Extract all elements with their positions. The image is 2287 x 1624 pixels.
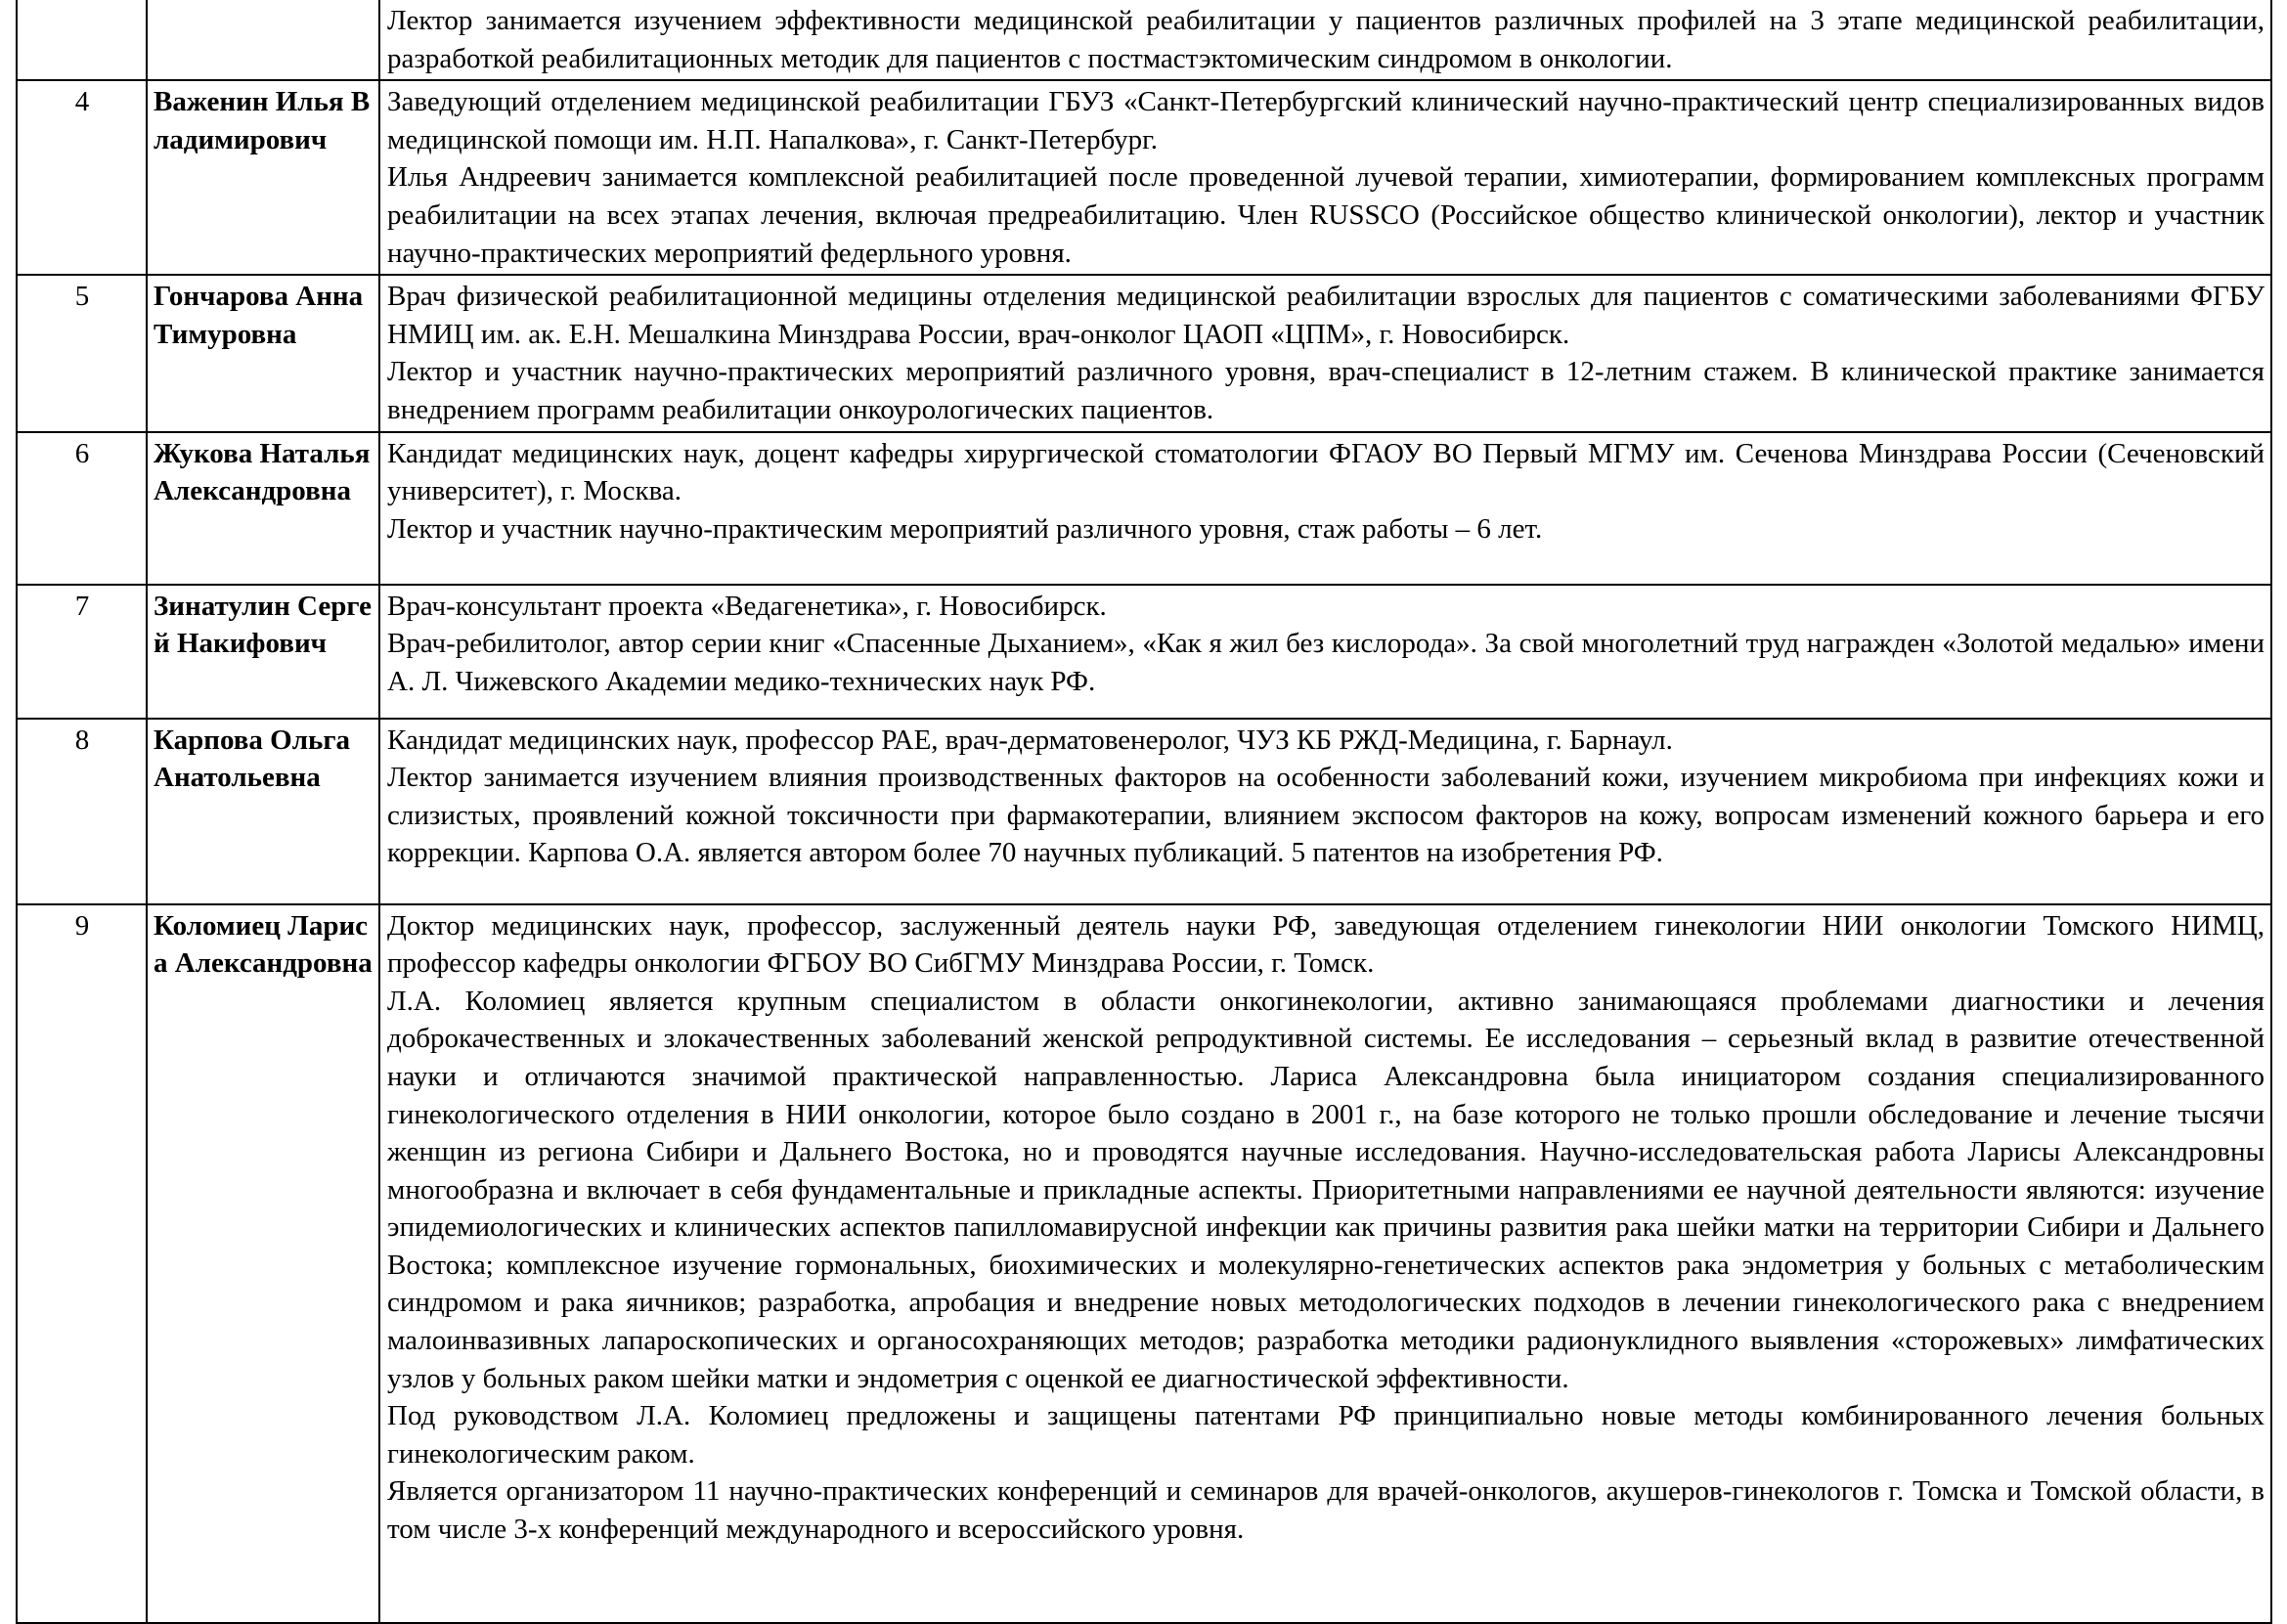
row-number: 4: [17, 80, 147, 275]
row-number: [17, 0, 147, 80]
description-paragraph: Кандидат медицинских наук, профессор РАЕ, врач-дерматовенеролог, ЧУЗ КБ РЖД-Медицина, г. Барнаул.: [387, 724, 1673, 756]
description-paragraph: Лектор и участник научно-практическим мероприятий различного уровня, стаж работы – 6 лет.: [387, 512, 1543, 545]
lecturer-name: Важенин Илья Владимирович: [147, 80, 379, 275]
description-paragraph: Доктор медицинских наук, профессор, заслуженный деятель науки РФ, заведующая отделением гинекологии НИИ онкологии Томского НИМЦ, профессор кафедры онкологии ФГБОУ ВО СибГМУ Минздрава России, г. Томск.: [387, 909, 2265, 980]
lecturer-name: [147, 0, 379, 80]
lecturer-name: Жукова Наталья Александровна: [147, 432, 379, 585]
lecturer-name: Карпова Ольга Анатольевна: [147, 719, 379, 904]
description-paragraph: Лектор занимается изучением влияния производственных факторов на особенности заболеваний кожи, изучением микробиома при инфекциях кожи и слизистых, проявлений кожной токсичности при фармакотерапии, влиянием экспосом факторов на кожу, вопросам изменений кожного барьера и его коррекции. Карпова О.А. является автором более 70 научных публикаций. 5 патентов на изобретения РФ.: [387, 762, 2265, 869]
table-row: [17, 432, 2271, 585]
lecturer-name: Коломиец Лариса Александровна: [147, 904, 379, 1623]
description-paragraph: Л.А. Коломиец является крупным специалистом в области онкогинекологии, активно занимающаяся проблемами диагностики и лечения доброкачественных и злокачественных заболеваний женской репродуктивной системы. Ее исследования – серьезный вклад в развитие отечественной науки и отличаются значимой практической направленностью. Лариса Александровна была инициатором создания специализированного гинекологического отделения в НИИ онкологии, которое было создано в 2001 г., на базе которого не только прошли обследование и лечение тысячи женщин из региона Сибири и Дальнего Востока, но и проводятся научные исследования. Научно-исследовательская работа Ларисы Александровны многообразна и включает в себя фундаментальные и прикладные аспекты. Приоритетными направлениями ее научной деятельности являются: изучение эпидемиологических и клинических аспектов папилломавирусной инфекции как причины развития рака шейки матки на территории Сибири и Дальнего Востока; комплексное изучение гормональных, биохимических и молекулярно-генетических аспектов рака эндометрия у больных с метаболическим синдромом и рака яичников; разработка, апробация и внедрение новых методологических подходов в лечении гинекологического рака с внедрением малоинвазивных лапароскопических и органосохраняющих методов; разработка методики радионуклидного выявления «сторожевых» лимфатических узлов у больных раком шейки матки и эндометрия с оценкой ее диагностической эффективности.: [387, 985, 2265, 1394]
row-number: 7: [17, 585, 147, 719]
description-paragraph: Лектор занимается изучением эффективности медицинской реабилитации у пациентов различных профилей на 3 этапе медицинской реабилитации, разработкой реабилитационных методик для пациентов с постмастэктомическим синдромом в онкологии.: [387, 5, 2265, 74]
row-number: 5: [17, 275, 147, 431]
table-row: [17, 904, 2271, 1623]
row-number: 8: [17, 719, 147, 904]
lecturer-name: Гончарова Анна Тимуровна: [147, 275, 379, 431]
row-number: 6: [17, 432, 147, 585]
description-paragraph: Врач-ребилитолог, автор серии книг «Спасенные Дыханием», «Как я жил без кислорода». За свой многолетний труд награжден «Золотой медалью» имени А. Л. Чижевского Академии медико-технических наук РФ.: [387, 628, 2265, 697]
lecturer-name: Зинатулин Сергей Накифович: [147, 585, 379, 719]
lecturers-table: [16, 0, 2272, 1624]
description-paragraph: Под руководством Л.А. Коломиец предложены и защищены патентами РФ принципиально новые методы комбинированного лечения больных гинекологическим раком.: [387, 1400, 2265, 1470]
description-paragraph: Кандидат медицинских наук, доцент кафедры хирургической стоматологии ФГАОУ ВО Первый МГМУ им. Сеченова Минздрава России (Сеченовский университет), г. Москва.: [387, 437, 2265, 507]
lecturer-description: [379, 585, 2271, 719]
table-row: [17, 585, 2271, 719]
lecturer-description: [379, 0, 2271, 80]
table-row: [17, 719, 2271, 904]
description-paragraph: Илья Андреевич занимается комплексной реабилитацией после проведенной лучевой терапии, химиотерапии, формированием комплексных программ реабилитации на всех этапах лечения, включая предреабилитацию. Член RUSSCO (Российское общество клинической онкологии), лектор и участник научно-практических мероприятий федерльного уровня.: [387, 161, 2265, 269]
lecturer-description: [379, 719, 2271, 904]
description-paragraph: Является организатором 11 научно-практических конференций и семинаров для врачей-онкологов, акушеров-гинекологов г. Томска и Томской области, в том числе 3-х конференций международного и всероссийского уровня.: [387, 1475, 2265, 1546]
lecturer-description: [379, 432, 2271, 585]
row-number: 9: [17, 904, 147, 1623]
lecturer-description: [379, 904, 2271, 1623]
lecturer-description: [379, 275, 2271, 431]
table-row: [17, 80, 2271, 275]
table-row: [17, 0, 2271, 80]
description-paragraph: Заведующий отделением медицинской реабилитации ГБУЗ «Санкт-Петербургский клинический научно-практический центр специализированных видов медицинской помощи им. Н.П. Напалкова», г. Санкт-Петербург.: [387, 86, 2265, 155]
table-row: [17, 275, 2271, 431]
description-paragraph: Врач физической реабилитационной медицины отделения медицинской реабилитации взрослых для пациентов с соматическими заболеваниями ФГБУ НМИЦ им. ак. Е.Н. Мешалкина Минздрава России, врач-онколог ЦАОП «ЦПМ», г. Новосибирск.: [387, 281, 2265, 350]
description-paragraph: Врач-консультант проекта «Ведагенетика», г. Новосибирск.: [387, 590, 1107, 622]
lecturer-description: [379, 80, 2271, 275]
description-paragraph: Лектор и участник научно-практических мероприятий различного уровня, врач-специалист в 12-летним стажем. В клинической практике занимается внедрением программ реабилитации онкоурологических пациентов.: [387, 356, 2265, 425]
